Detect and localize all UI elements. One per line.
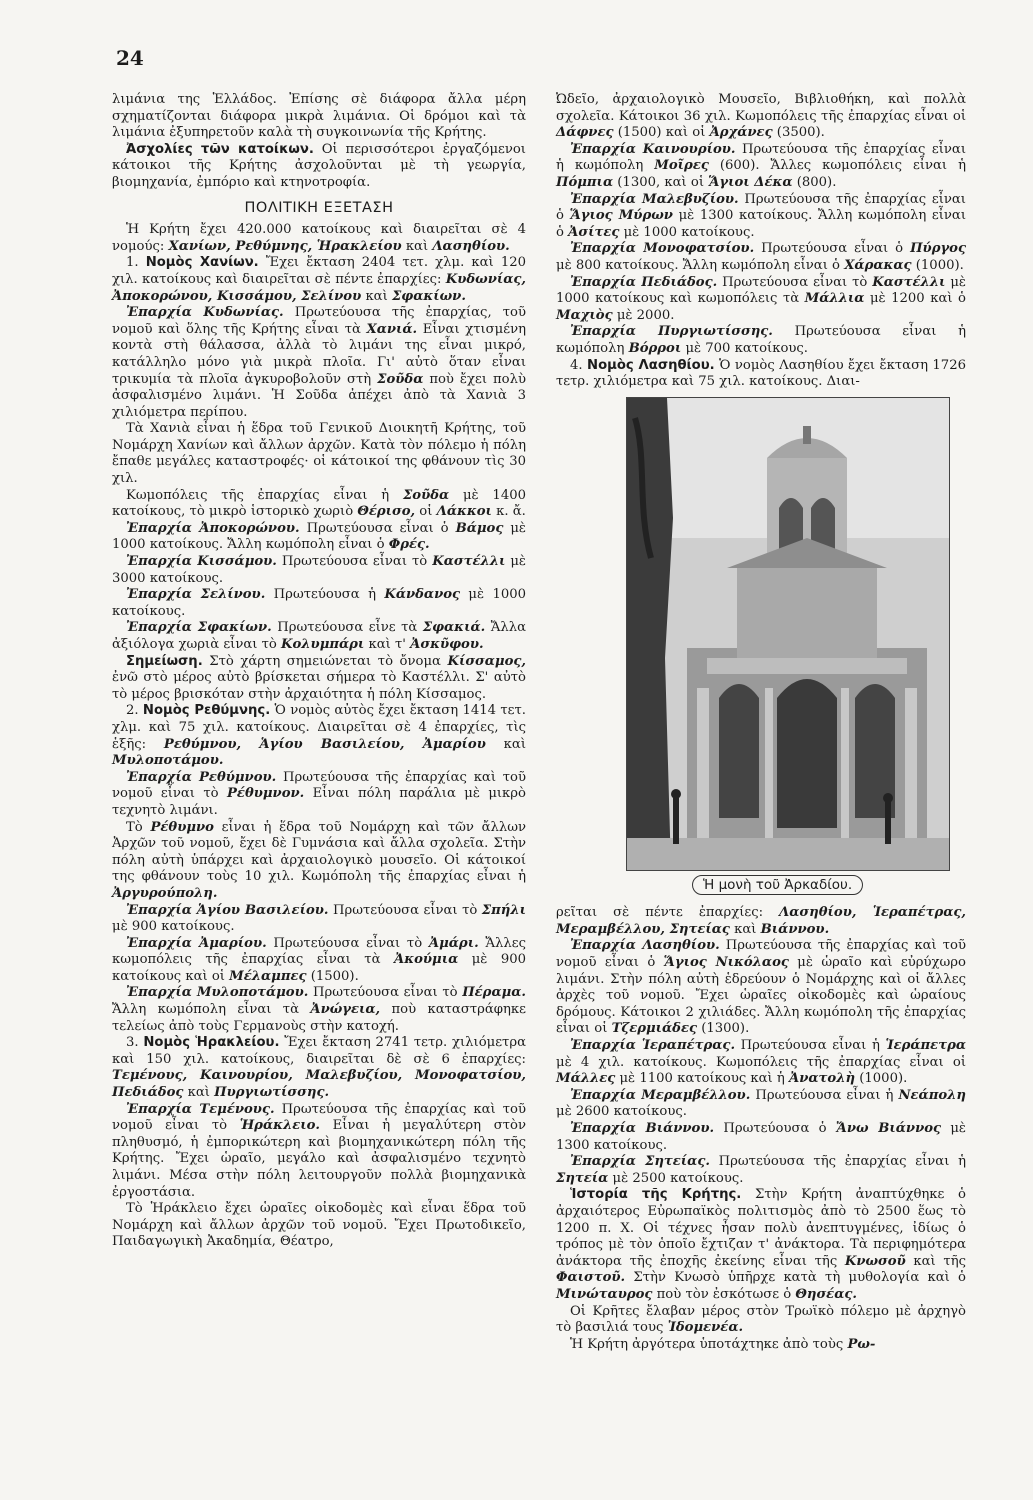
paragraph-heading: Ἐπαρχία Ἀμαρίου. (126, 935, 267, 951)
place-name: Λάκκοι (436, 504, 492, 520)
paragraph-heading: Ἐπαρχία Πεδιάδος. (570, 274, 718, 290)
paragraph-heading: Ἐπαρχία Σητείας. (570, 1154, 710, 1170)
paragraph (556, 324, 966, 357)
paragraph (556, 1121, 966, 1154)
paragraph (112, 620, 526, 653)
paragraph (556, 92, 966, 142)
left-column (112, 92, 526, 1251)
paragraph (112, 820, 526, 903)
place-name: Μαχιὸς (556, 307, 613, 323)
text: ἐνῶ στὸ μέρος αὐτὸ βρίσκεται σήμερα τὸ Καστέλλι. Σ' αὐτὸ τὸ μέρος βρισκόταν στὴν ἀρχαιότητα ἡ πόλη Κίσσαμος. (112, 670, 526, 702)
text: Πρωτεύουσα τῆς ἐπαρχίας καὶ τοῦ νομοῦ εἶναι τὸ (112, 1101, 527, 1134)
paragraph (112, 587, 526, 620)
text: (1300, καὶ οἱ (613, 174, 709, 190)
text: (1500). (306, 968, 359, 984)
paragraph (112, 985, 526, 1035)
text: Πρωτεύουσα τῆς ἐπαρχίας καὶ τοῦ νομοῦ εἶναι τὸ (112, 769, 527, 802)
text: ρεῖται σὲ πέντε ἐπαρχίες: (556, 905, 780, 921)
text: Ὁ νομὸς Λασηθίου ἔχει ἔκταση 1726 τετρ. χιλιόμετρα καὶ 75 χιλ. κατοίκους. Διαι- (556, 357, 966, 390)
text: Ἄλλη κωμόπολη εἶναι τὰ (112, 1002, 311, 1018)
place-name: Χανίων, Ρεθύμνης, Ἡρακλείου (168, 238, 402, 254)
text: μὲ 2000. (612, 307, 675, 323)
place-name: Ἀκούμια (393, 952, 459, 968)
text: Πρωτεύουσα τῆς ἐπαρχίας εἶναι ἡ κωμόπολη (556, 141, 966, 174)
paragraph-heading: Ἐπαρχία Σφακίων. (126, 620, 272, 636)
paragraph (112, 654, 526, 704)
paragraph-heading: Ἀσχολίες τῶν κατοίκων. (126, 141, 314, 157)
place-name: Σοῦδα (377, 371, 424, 387)
place-name: Ρέθυμνο (150, 819, 214, 835)
place-name: Ἀργυρούπολη. (112, 885, 218, 901)
place-name: Θέρισο, (357, 504, 416, 520)
paragraph-heading: Νομὸς Χανίων. (145, 255, 259, 271)
text: Ὠδεῖο, ἀρχαιολογικὸ Μουσεῖο, Βιβλιοθήκη, καὶ πολλὰ σχολεῖα. Κάτοικοι 36 χιλ. Κωμοπόλεις τῆς ἐπαρχίας εἶναι οἱ (556, 92, 966, 124)
paragraph: Τὸ Ἡράκλειο ἔχει ὡραῖες οἰκοδομὲς καὶ εἶναι ἕδρα τοῦ Νομάρχη καὶ ἄλλων ἀρχῶν τοῦ νομοῦ. Ἔχει Πρωτοδικεῖο, Παιδαγωγικὴ Ἀκαδημία, Θέατρο, (112, 1201, 526, 1250)
place-name: Χανιά. (366, 321, 418, 337)
text: Στὴν Κνωσὸ ὑπῆρχε κατὰ τὴ μυθολογία καὶ ὁ (625, 1270, 966, 1286)
text: Στὸ χάρτη σημειώνεται τὸ ὄνομα (202, 653, 448, 669)
paragraph-heading: Ἐπαρχία Μονοφατσίου. (570, 241, 755, 257)
text: Ἄλλες κωμοπόλεις τῆς ἐπαρχίας εἶναι τὰ (112, 935, 526, 968)
place-name: Πόμπια (556, 174, 614, 190)
text: μὲ 1200 καὶ ὁ (864, 291, 966, 307)
place-name: Τζερμιάδες (611, 1021, 698, 1037)
place-name: Ἀρχάνες (709, 125, 773, 141)
text: Στὴν Κρήτη ἀναπτύχθηκε ὁ ἀρχαιότερος Εὐρωπαϊκὸς πολιτισμὸς ἀπὸ τὸ 2500 ἕως τὸ 1200 π. Χ. Οἱ τέχνες ἦσαν πολὺ ἀνεπτυγμένες, ἰδίως ὁ τρόπος μὲ τὸν ὁποῖο ἔχτιζαν τ' ἀνάκτορα. Τὰ περιφημότερα ἀνάκτορα τῆς ἐποχῆς ἐκείνης εἶναι τῆς (556, 1187, 966, 1269)
paragraph (112, 770, 526, 820)
text: Ἡ Κρήτη ἔχει 420.000 κατοίκους καὶ διαιρεῖται σὲ 4 νομούς: (112, 222, 526, 254)
place-name: Κνωσοῦ (844, 1253, 906, 1269)
place-name: Βιάννου. (760, 921, 830, 937)
place-name: Δάφνες (556, 125, 614, 141)
place-name: Λασηθίου, Ἱεραπέτρας, Μεραμβέλλου, Σητείας (556, 905, 966, 937)
page-number: 24 (116, 46, 144, 70)
paragraph-heading: Ἱστορία τῆς Κρήτης. (570, 1187, 742, 1203)
place-name: Ἄνω Βιάννος (835, 1121, 942, 1136)
place-name: Βόρροι (628, 340, 682, 356)
text: Εἶναι πόλη παράλια μὲ μικρὸ τεχνητὸ λιμάνι. (112, 786, 526, 818)
place-name: Πέραμα. (462, 985, 526, 1001)
paragraph (556, 1337, 966, 1354)
text: (1000). (911, 257, 964, 273)
place-name: Μυλοποτάμου. (112, 753, 224, 769)
place-name: Κολυμπάρι (281, 637, 365, 652)
text: Πρωτεύουσα εἶνε τὰ (271, 620, 423, 636)
place-name: Ἡράκλειο. (239, 1118, 321, 1134)
text: Πρωτεύουσα τῆς ἐπαρχίας εἶναι ὁ (556, 191, 966, 224)
paragraph (112, 936, 526, 986)
paragraph-heading: Ἐπαρχία Τεμένους. (126, 1101, 275, 1117)
paragraph-heading: Ἐπαρχία Ἱεραπέτρας. (570, 1038, 736, 1054)
text: μὲ 1000 κατοίκους. Ἄλλη κωμόπολη εἶναι ὁ (112, 520, 526, 553)
monastery-photo (626, 397, 950, 871)
text: Ἡ Κρήτη ἀργότερα ὑποτάχτηκε ἀπὸ τοὺς (570, 1336, 848, 1352)
text: ποὺ ἔχει πολὺ ἀσφαλισμένο λιμάνι. Ἡ Σοῦδα ἀπέχει ἀπὸ τὰ Χανιὰ 3 χιλιόμετρα περίπου. (112, 371, 526, 420)
paragraph (556, 358, 966, 391)
text: μὲ 1000 κατοίκους καὶ κωμοπόλεις τὰ (556, 274, 966, 307)
text: (1000). (855, 1071, 908, 1087)
place-name: Φαιστοῦ. (556, 1270, 626, 1286)
text: Πρωτεύουσα εἶναι τὸ (276, 554, 433, 570)
place-name: Σφακιά. (422, 620, 486, 636)
text: μὲ 1300 κατοίκους. Ἄλλη κωμόπολη εἶναι ὁ (556, 208, 967, 240)
text: Οἱ Κρῆτες ἔλαβαν μέρος στὸν Τρωϊκὸ πόλεμο μὲ ἀρχηγὸ τὸ βασιλιά τους (556, 1303, 966, 1336)
paragraph-heading: Ἐπαρχία Κισσάμου. (126, 554, 277, 570)
place-name: Ἀνώγεια, (310, 1002, 381, 1018)
paragraph-heading: Ἐπαρχία Ρεθύμνου. (126, 769, 277, 785)
place-name: Σφακίων. (391, 288, 466, 304)
text: Ἄλλα ἀξιόλογα χωριὰ εἶναι τὸ (112, 620, 526, 652)
text: 3. (126, 1035, 144, 1051)
paragraph (556, 1154, 966, 1187)
text: Πρωτεύουσα ὁ (714, 1121, 836, 1136)
text: μὲ 1000 κατοίκους. (112, 587, 527, 619)
place-name: Ἱεράπετρα (885, 1038, 966, 1054)
text: Πρωτεύουσα εἶναι ὁ (299, 520, 456, 536)
place-name: Μέλαμπες (229, 968, 307, 984)
paragraph-heading: Νομὸς Ρεθύμνης. (142, 703, 271, 719)
paragraph (556, 142, 966, 192)
place-name: Ρεθύμνου, Ἁγίου Βασιλείου, Ἀμαρίου (163, 736, 486, 752)
text: εἶναι ἡ ἕδρα τοῦ Νομάρχη καὶ τῶν ἄλλων Ἀρχῶν τοῦ νομοῦ, ἔχει δὲ Γυμνάσια καὶ ἄλλα σχολεῖα. Στὴν πόλη αὐτὴ ὑπάρχει καὶ ἀρχαιολογικὸ μουσεῖο. Οἱ κάτοικοί της φθάνουν τοὺς 10 χιλ. Κωμόπολη τῆς ἐπαρχίας εἶναι ἡ (112, 819, 526, 885)
paragraph (556, 275, 966, 325)
text: Πρωτεύουσα εἶναι τὸ (308, 985, 463, 1001)
place-name: Νεάπολη (898, 1087, 966, 1103)
place-name: Πυργιωτίσσης. (214, 1085, 330, 1101)
place-name: Ἅγιος Νικόλαος (663, 955, 789, 971)
text: ποὺ καταστράφηκε τελείως ἀπὸ τοὺς Γερμανοὺς στὴν κατοχή. (112, 1002, 526, 1034)
text: μὲ 1300 κατοίκους. (556, 1121, 966, 1153)
text: 2. (126, 703, 143, 719)
paragraph (112, 1102, 526, 1202)
paragraph (112, 1035, 526, 1101)
paragraph (112, 703, 526, 769)
text: καὶ (729, 921, 761, 937)
place-name: Καστέλλι (432, 554, 506, 570)
text: (1500) καὶ οἱ (613, 125, 710, 141)
text: Πρωτεύουσα εἶναι ἡ (750, 1087, 899, 1103)
place-name: Σητεία (556, 1170, 609, 1186)
place-name: Κάνδανος (384, 587, 461, 603)
place-name: Ἀμάρι. (428, 935, 479, 951)
paragraph: Τὰ Χανιὰ εἶναι ἡ ἕδρα τοῦ Γενικοῦ Διοικητῆ Κρήτης, τοῦ Νομάρχη Χανίων καὶ ἄλλων ἀρχῶν. Κατὰ τὸν πόλεμο ἡ πόλη ἔπαθε μεγάλες καταστροφές· οἱ κάτοικοί της φθάνουν τὶς 30 χιλ. (112, 421, 526, 487)
paragraph-heading: Ἐπαρχία Μυλοποτάμου. (126, 985, 309, 1001)
place-name: Ρέθυμνον. (227, 786, 305, 802)
place-name: Βάμος (455, 520, 504, 536)
right-column (556, 92, 966, 1353)
paragraph (556, 241, 966, 274)
paragraph-heading: Ἐπαρχία Λασηθίου. (570, 938, 720, 954)
place-name: Ἅγιοι Δέκα (708, 174, 793, 190)
place-name: Κυδωνίας, Ἀποκορώνου, Κισσάμου, Σελίνου (112, 271, 526, 304)
place-name: Κίσσαμος, (447, 653, 526, 669)
paragraph-heading: Ἐπαρχία Βιάννου. (570, 1121, 715, 1136)
text: (800). (792, 174, 837, 190)
text: Εἶναι χτισμένη κοντὰ στὴ θάλασσα, ἀλλὰ τὸ λιμάνι της εἶναι μικρό, κατάλληλο μόνο γιὰ μικρὰ πλοῖα. Γι' αὐτὸ ὅταν εἶναι τρικυμία τὰ πλοῖα ἀγκυροβολοῦν στὴ (112, 321, 526, 387)
place-name: Ἀνατολὴ (789, 1071, 856, 1087)
paragraph-heading: Ἐπαρχία Σελίνου. (126, 587, 266, 603)
text: Κωμοπόλεις τῆς ἐπαρχίας εἶναι ἡ (126, 487, 403, 503)
place-name: Μάλλες (556, 1071, 616, 1087)
place-name: Πύργος (910, 241, 966, 257)
section-heading: ΠΟΛΙΤΙΚΗ ΕΞΕΤΑΣΗ (244, 199, 394, 216)
place-name: Ἀσίτες (568, 224, 620, 240)
place-name: Ἀσκῦφου. (410, 637, 484, 652)
text: Ἔχει ἔκταση 2404 τετ. χλμ. καὶ 120 χιλ. κατοίκους καὶ διαιρεῖται σὲ πέντε ἐπαρχίες: (112, 255, 526, 287)
text: Πρωτεύουσα εἶναι ἡ κωμόπολη (556, 324, 966, 356)
place-name: Μοῖρες (654, 158, 709, 174)
paragraph (556, 905, 966, 938)
paragraph (112, 222, 526, 255)
paragraph-heading: Ἐπαρχία Κυδωνίας. (126, 305, 284, 321)
text: μὲ 900 κατοίκους καὶ οἱ (112, 952, 527, 984)
text: Πρωτεύουσα τῆς ἐπαρχίας καὶ τοῦ νομοῦ εἶναι ὁ (556, 938, 967, 971)
place-name: Θησέας. (795, 1286, 857, 1302)
text: 1. (126, 255, 146, 271)
paragraph (112, 903, 526, 936)
text: Πρωτεύουσα τῆς ἐπαρχίας εἶναι ἡ (709, 1154, 966, 1170)
text: μὲ 1400 κατοίκους, τὸ μικρὸ ἱστορικὸ χωριὸ (112, 487, 526, 520)
place-name: Σοῦδα (402, 487, 450, 503)
text: οἱ (415, 504, 437, 520)
text: Πρωτεύουσα εἶναι τὸ (717, 274, 873, 290)
place-name: Χάρακας (844, 257, 912, 273)
figure (626, 397, 950, 900)
paragraph-heading: Σημείωση. (126, 653, 203, 669)
text: μὲ 1100 κατοίκους καὶ ἡ (615, 1071, 790, 1087)
paragraph (112, 554, 526, 587)
text: Πρωτεύουσα εἶναι τὸ (266, 935, 429, 951)
paragraph (556, 1304, 966, 1337)
text: Πρωτεύουσα τῆς ἐπαρχίας, τοῦ νομοῦ καὶ ὅλης τῆς Κρήτης εἶναι τὰ (112, 305, 526, 337)
text: μὲ 1000 κατοίκους. (619, 224, 755, 240)
place-name: Σπήλι (481, 902, 526, 918)
place-name: Ρω- (847, 1336, 876, 1352)
text: καὶ (183, 1085, 215, 1101)
place-name: Καστέλλι (872, 274, 946, 290)
paragraph (556, 938, 966, 1038)
text: μὲ 700 κατοίκους. (681, 340, 808, 356)
text: Τὸ (126, 819, 151, 835)
place-name: Τεμένους, Καινουρίου, Μαλεβυζίου, Μονοφατσίου, Πεδιάδος (112, 1068, 526, 1101)
place-name: Ἰδομενέα. (667, 1320, 744, 1336)
paragraph (556, 1038, 966, 1088)
paragraph (556, 1187, 966, 1303)
paragraph-heading: Ἐπαρχία Μαλεβυζίου. (570, 191, 739, 207)
text: Ὁ νομὸς αὐτὸς ἔχει ἔκταση 1414 τετ. χλμ. καὶ 75 χιλ. κατοίκους. Διαιρεῖται σὲ 4 ἐπαρχίες, τὶς ἑξῆς: (112, 703, 526, 752)
text: μὲ 900 κατοίκους. (112, 919, 235, 935)
paragraph-heading: Νομὸς Ἡρακλείου. (143, 1035, 280, 1051)
paragraph (112, 255, 526, 305)
text: κ. ἄ. (491, 504, 526, 520)
paragraph-heading: Ἐπαρχία Ἁγίου Βασιλείου. (126, 902, 329, 918)
place-name: Μινώταυρος (556, 1286, 653, 1302)
text: καὶ (401, 238, 433, 254)
text: μὲ ὡραῖο καὶ εὐρύχωρο λιμάνι. Στὴν πόλη αὐτὴ ἑδρεύουν ὁ Νομάρχης καὶ οἱ ἄλλες ἀρχὲς τοῦ νομοῦ. Ἔχει ὡραῖες οἰκοδομὲς καὶ ὡραίους δρόμους. Κάτοικοι 2 χιλιάδες. Ἄλλη κωμόπολη τῆς ἐπαρχίας εἶναι οἱ (556, 955, 966, 1037)
text: καὶ (485, 736, 527, 752)
text: Πρωτεύουσα ἡ (265, 587, 385, 603)
text: ποὺ τὸν ἐσκότωσε ὁ (652, 1286, 796, 1302)
paragraph (556, 192, 966, 242)
text: μὲ 4 χιλ. κατοίκους. Κωμοπόλεις τῆς ἐπαρχίας εἶναι οἱ (556, 1054, 966, 1070)
paragraph (112, 521, 526, 554)
text: Εἶναι ἡ μεγαλύτερη στὸν πληθυσμό, ἡ ἐμπορικώτερη καὶ βιομηχανικώτερη πόλη τῆς Κρήτης. Ἔχει ὡραῖο, μεγάλο καὶ ἀσφαλισμένο τεχνητὸ λιμάνι. Μέσα στὴν πόλη λειτουργοῦν πολλὰ βιομηχανικὰ ἐργοστάσια. (112, 1118, 526, 1200)
paragraph-heading: Νομὸς Λασηθίου. (587, 357, 715, 373)
text: Πρωτεύουσα εἶναι τὸ (328, 902, 482, 918)
paragraph (112, 142, 526, 192)
place-name: Ἅγιος Μύρων (569, 208, 673, 224)
place-name: Λασηθίου. (432, 238, 510, 254)
text: (600). Ἄλλες κωμοπόλεις εἶναι ἡ (708, 158, 966, 174)
text: μὲ 3000 κατοίκους. (112, 554, 527, 586)
text: Οἱ περισσότεροι ἐργαζόμενοι κάτοικοι τῆς Κρήτης ἀσχολοῦνται μὲ τὴ γεωργία, βιομηχανία, ἐμπόριο καὶ κτηνοτροφία. (112, 141, 526, 190)
place-name: Μάλλια (804, 291, 865, 307)
text: καὶ τ' (364, 637, 411, 652)
text: καὶ τῆς (905, 1253, 966, 1269)
paragraph (112, 488, 526, 521)
figure-caption: Ἡ μονὴ τοῦ Ἀρκαδίου. (692, 875, 863, 896)
text: μὲ 2500 κατοίκους. (608, 1170, 744, 1186)
paragraph-heading: Ἐπαρχία Μεραμβέλλου. (570, 1087, 751, 1103)
place-name: Φρές. (388, 537, 430, 553)
text: 4. (570, 357, 588, 373)
paragraph (556, 1088, 966, 1121)
text: καὶ (361, 288, 392, 304)
paragraph-heading: Ἐπαρχία Πυργιωτίσσης. (570, 324, 773, 340)
text: Πρωτεύουσα εἶναι ἡ (735, 1038, 886, 1054)
arkadi-monastery-illustration (627, 398, 949, 870)
text: Πρωτεύουσα εἶναι ὁ (754, 241, 911, 257)
text: μὲ 2600 κατοίκους. (556, 1104, 687, 1120)
text: (1300). (697, 1021, 750, 1037)
paragraph-heading: Ἐπαρχία Ἀποκορώνου. (126, 520, 300, 536)
text: (3500). (772, 125, 825, 141)
text: μὲ 800 κατοίκους. Ἄλλη κωμόπολη εἶναι ὁ (556, 257, 845, 273)
text: Ἔχει ἔκταση 2741 τετρ. χιλιόμετρα καὶ 150 χιλ. κατοίκους, διαιρεῖται δὲ σὲ 6 ἐπαρχίες: (112, 1035, 526, 1067)
paragraph-heading: Ἐπαρχία Καινουρίου. (570, 141, 736, 157)
paragraph: λιμάνια της Ἑλλάδος. Ἐπίσης σὲ διάφορα ἄλλα μέρη σχηματίζονται διάφορα μικρὰ λιμάνια. Οἱ δρόμοι καὶ τὰ λιμάνια ἐξυπηρετοῦν καλὰ τὴ συγκοινωνία τῆς Κρήτης. (112, 92, 526, 141)
paragraph (112, 305, 526, 421)
